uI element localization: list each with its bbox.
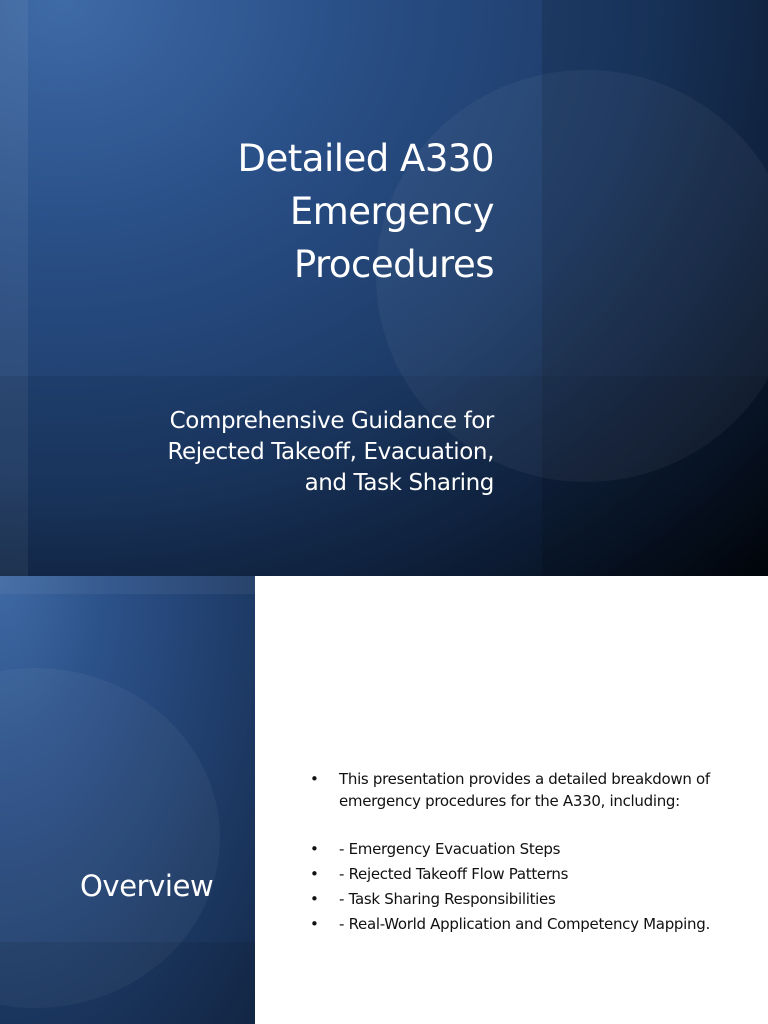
slide-title-line: Emergency [289,190,494,233]
bullet-item [310,863,730,885]
slide-title-line: Detailed A330 [237,137,494,180]
bullet-text: - Real-World Application and Competency Mapping. [339,915,710,933]
bullet-dot: • [310,890,319,908]
slide-subtitle [54,406,494,499]
slide-subtitle-line: Rejected Takeoff, Evacuation, [167,439,494,465]
panel-band [0,942,255,1024]
bullet-item [310,768,730,812]
bullet-list [310,768,730,938]
bullet-dot: • [310,770,319,788]
overview-title: Overview [80,869,214,903]
bullet-item [310,913,730,935]
bullet-item [310,888,730,910]
bullet-dot: • [310,915,319,933]
slide-subtitle-line: and Task Sharing [304,470,494,496]
slide-subtitle-line: Comprehensive Guidance for [169,408,494,434]
title-panel [0,576,255,1024]
panel-edge [0,576,255,594]
slide-title [54,132,494,291]
bullet-dot: • [310,865,319,883]
bullet-item [310,838,730,860]
bullet-text: - Rejected Takeoff Flow Patterns [339,865,569,883]
bullet-dot: • [310,840,319,858]
slide-title-line: Procedures [293,243,494,286]
bullet-text: - Emergency Evacuation Steps [339,840,561,858]
bullet-text: This presentation provides a detailed breakdown of emergency procedures for the A330, including: [339,770,710,810]
bullet-text: - Task Sharing Responsibilities [339,890,556,908]
overview-slide [0,576,768,1024]
